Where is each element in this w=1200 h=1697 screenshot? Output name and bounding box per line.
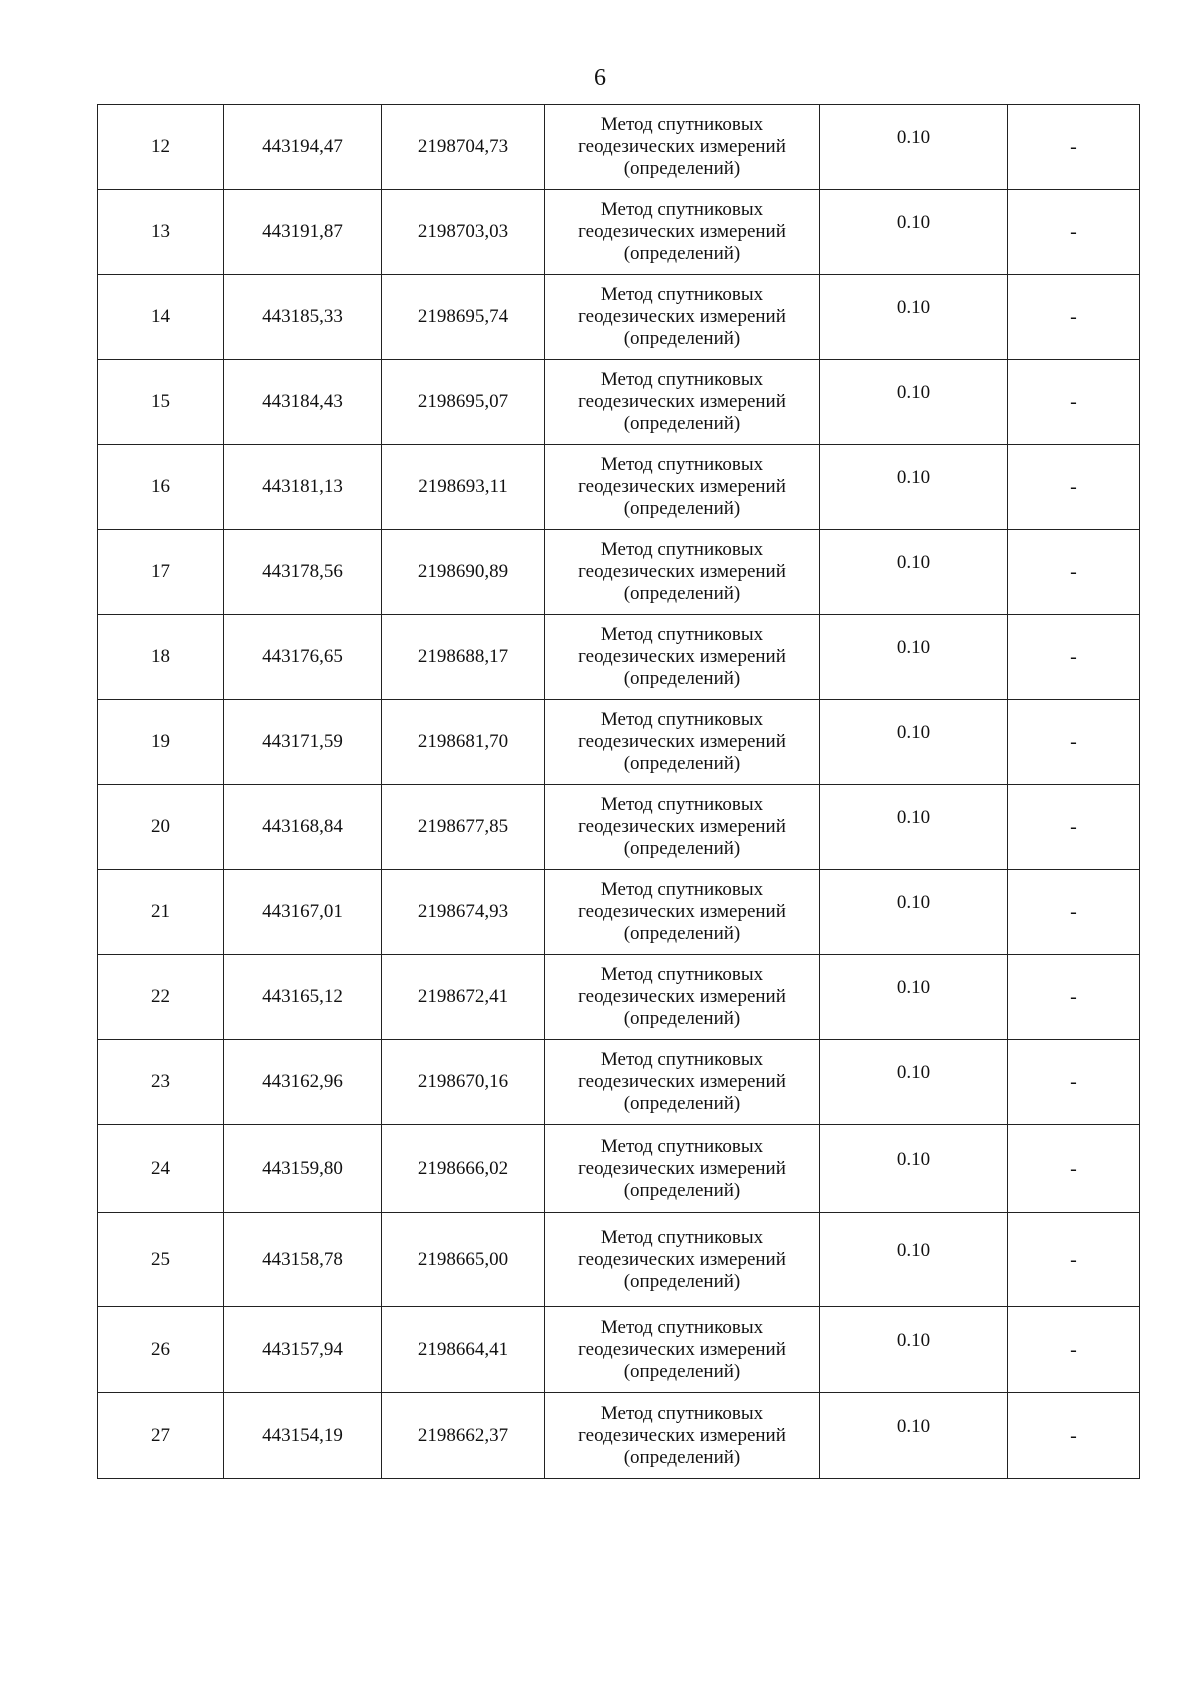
accuracy-cell: 0.10 bbox=[820, 105, 1008, 190]
table-row bbox=[98, 700, 1140, 785]
x-coordinate-cell: 443158,78 bbox=[224, 1213, 382, 1307]
note-cell: - bbox=[1008, 1393, 1140, 1479]
accuracy-cell: 0.10 bbox=[820, 1213, 1008, 1307]
method-cell bbox=[545, 530, 820, 615]
method-line: Метод спутниковых bbox=[600, 709, 764, 730]
method-line: (определений) bbox=[623, 1008, 741, 1029]
table-row bbox=[98, 190, 1140, 275]
method-cell bbox=[545, 1307, 820, 1393]
method-line: геодезических измерений bbox=[578, 306, 786, 327]
page-number: 6 bbox=[594, 65, 606, 91]
method-cell bbox=[545, 1125, 820, 1213]
method-line: (определений) bbox=[623, 753, 741, 774]
y-coordinate-cell: 2198690,89 bbox=[382, 530, 545, 615]
method-cell bbox=[545, 615, 820, 700]
point-number-cell: 26 bbox=[98, 1307, 224, 1393]
note-cell: - bbox=[1008, 105, 1140, 190]
method-line: Метод спутниковых bbox=[600, 1049, 764, 1070]
point-number-cell: 24 bbox=[98, 1125, 224, 1213]
method-line: геодезических измерений bbox=[578, 1424, 786, 1446]
method-line: (определений) bbox=[623, 838, 741, 859]
table-row bbox=[98, 105, 1140, 190]
method-line: Метод спутниковых bbox=[600, 1402, 764, 1424]
accuracy-cell: 0.10 bbox=[820, 870, 1008, 955]
x-coordinate-cell: 443157,94 bbox=[224, 1307, 382, 1393]
note-cell: - bbox=[1008, 445, 1140, 530]
method-cell bbox=[545, 275, 820, 360]
note-cell: - bbox=[1008, 1307, 1140, 1393]
point-number-cell: 25 bbox=[98, 1213, 224, 1307]
method-line: геодезических измерений bbox=[578, 1157, 786, 1179]
method-line: геодезических измерений bbox=[578, 646, 786, 667]
method-line: геодезических измерений bbox=[578, 901, 786, 922]
note-cell: - bbox=[1008, 275, 1140, 360]
note-cell: - bbox=[1008, 870, 1140, 955]
x-coordinate-cell: 443191,87 bbox=[224, 190, 382, 275]
x-coordinate-cell: 443185,33 bbox=[224, 275, 382, 360]
method-line: геодезических измерений bbox=[578, 986, 786, 1007]
table-row bbox=[98, 785, 1140, 870]
point-number-cell: 17 bbox=[98, 530, 224, 615]
point-number-cell: 13 bbox=[98, 190, 224, 275]
method-line: Метод спутниковых bbox=[600, 114, 764, 135]
accuracy-cell: 0.10 bbox=[820, 700, 1008, 785]
y-coordinate-cell: 2198693,11 bbox=[382, 445, 545, 530]
note-cell: - bbox=[1008, 955, 1140, 1040]
x-coordinate-cell: 443171,59 bbox=[224, 700, 382, 785]
table-row bbox=[98, 1307, 1140, 1393]
x-coordinate-cell: 443159,80 bbox=[224, 1125, 382, 1213]
note-cell: - bbox=[1008, 615, 1140, 700]
method-line: Метод спутниковых bbox=[600, 284, 764, 305]
accuracy-cell: 0.10 bbox=[820, 190, 1008, 275]
method-line: Метод спутниковых bbox=[600, 879, 764, 900]
method-line: Метод спутниковых bbox=[600, 964, 764, 985]
x-coordinate-cell: 443168,84 bbox=[224, 785, 382, 870]
point-number-cell: 19 bbox=[98, 700, 224, 785]
method-cell bbox=[545, 870, 820, 955]
accuracy-cell: 0.10 bbox=[820, 445, 1008, 530]
method-line: (определений) bbox=[623, 243, 741, 264]
point-number-cell: 21 bbox=[98, 870, 224, 955]
method-line: Метод спутниковых bbox=[600, 1135, 764, 1157]
method-cell bbox=[545, 1040, 820, 1125]
y-coordinate-cell: 2198681,70 bbox=[382, 700, 545, 785]
method-line: Метод спутниковых bbox=[600, 1226, 764, 1248]
x-coordinate-cell: 443162,96 bbox=[224, 1040, 382, 1125]
y-coordinate-cell: 2198703,03 bbox=[382, 190, 545, 275]
table-row bbox=[98, 1393, 1140, 1479]
x-coordinate-cell: 443165,12 bbox=[224, 955, 382, 1040]
method-line: (определений) bbox=[623, 1179, 741, 1201]
point-number-cell: 18 bbox=[98, 615, 224, 700]
y-coordinate-cell: 2198672,41 bbox=[382, 955, 545, 1040]
method-line: (определений) bbox=[623, 498, 741, 519]
accuracy-cell: 0.10 bbox=[820, 275, 1008, 360]
y-coordinate-cell: 2198704,73 bbox=[382, 105, 545, 190]
method-line: Метод спутниковых bbox=[600, 199, 764, 220]
note-cell: - bbox=[1008, 785, 1140, 870]
point-number-cell: 12 bbox=[98, 105, 224, 190]
note-cell: - bbox=[1008, 1125, 1140, 1213]
method-line: Метод спутниковых bbox=[600, 1316, 764, 1338]
table-row bbox=[98, 870, 1140, 955]
table-body bbox=[98, 105, 1140, 1479]
point-number-cell: 15 bbox=[98, 360, 224, 445]
method-cell bbox=[545, 190, 820, 275]
method-line: геодезических измерений bbox=[578, 391, 786, 412]
method-line: (определений) bbox=[623, 413, 741, 434]
method-cell bbox=[545, 700, 820, 785]
table-row bbox=[98, 1040, 1140, 1125]
point-number-cell: 20 bbox=[98, 785, 224, 870]
method-line: геодезических измерений bbox=[578, 1071, 786, 1092]
note-cell: - bbox=[1008, 1040, 1140, 1125]
y-coordinate-cell: 2198662,37 bbox=[382, 1393, 545, 1479]
method-line: (определений) bbox=[623, 1360, 741, 1382]
method-line: (определений) bbox=[623, 1270, 741, 1292]
method-line: (определений) bbox=[623, 923, 741, 944]
x-coordinate-cell: 443154,19 bbox=[224, 1393, 382, 1479]
method-line: Метод спутниковых bbox=[600, 369, 764, 390]
x-coordinate-cell: 443167,01 bbox=[224, 870, 382, 955]
accuracy-cell: 0.10 bbox=[820, 1307, 1008, 1393]
table-row bbox=[98, 1125, 1140, 1213]
note-cell: - bbox=[1008, 1213, 1140, 1307]
y-coordinate-cell: 2198664,41 bbox=[382, 1307, 545, 1393]
x-coordinate-cell: 443176,65 bbox=[224, 615, 382, 700]
note-cell: - bbox=[1008, 360, 1140, 445]
y-coordinate-cell: 2198695,74 bbox=[382, 275, 545, 360]
method-line: геодезических измерений bbox=[578, 1338, 786, 1360]
accuracy-cell: 0.10 bbox=[820, 955, 1008, 1040]
method-line: геодезических измерений bbox=[578, 1248, 786, 1270]
x-coordinate-cell: 443181,13 bbox=[224, 445, 382, 530]
point-number-cell: 22 bbox=[98, 955, 224, 1040]
method-line: геодезических измерений bbox=[578, 816, 786, 837]
method-line: (определений) bbox=[623, 583, 741, 604]
point-number-cell: 27 bbox=[98, 1393, 224, 1479]
table-row bbox=[98, 955, 1140, 1040]
method-line: геодезических измерений bbox=[578, 731, 786, 752]
method-cell bbox=[545, 785, 820, 870]
method-cell bbox=[545, 1213, 820, 1307]
table-row bbox=[98, 445, 1140, 530]
method-line: (определений) bbox=[623, 328, 741, 349]
method-cell bbox=[545, 955, 820, 1040]
method-cell bbox=[545, 1393, 820, 1479]
y-coordinate-cell: 2198677,85 bbox=[382, 785, 545, 870]
table-row bbox=[98, 615, 1140, 700]
y-coordinate-cell: 2198674,93 bbox=[382, 870, 545, 955]
accuracy-cell: 0.10 bbox=[820, 785, 1008, 870]
method-line: (определений) bbox=[623, 1446, 741, 1468]
table-row bbox=[98, 275, 1140, 360]
y-coordinate-cell: 2198665,00 bbox=[382, 1213, 545, 1307]
method-line: геодезических измерений bbox=[578, 476, 786, 497]
method-cell bbox=[545, 105, 820, 190]
table-row bbox=[98, 1213, 1140, 1307]
y-coordinate-cell: 2198670,16 bbox=[382, 1040, 545, 1125]
y-coordinate-cell: 2198695,07 bbox=[382, 360, 545, 445]
accuracy-cell: 0.10 bbox=[820, 360, 1008, 445]
method-line: геодезических измерений bbox=[578, 561, 786, 582]
method-line: (определений) bbox=[623, 158, 741, 179]
point-number-cell: 16 bbox=[98, 445, 224, 530]
method-line: Метод спутниковых bbox=[600, 624, 764, 645]
method-line: (определений) bbox=[623, 668, 741, 689]
table-row bbox=[98, 360, 1140, 445]
method-line: геодезических измерений bbox=[578, 221, 786, 242]
note-cell: - bbox=[1008, 190, 1140, 275]
note-cell: - bbox=[1008, 700, 1140, 785]
method-line: Метод спутниковых bbox=[600, 539, 764, 560]
accuracy-cell: 0.10 bbox=[820, 530, 1008, 615]
x-coordinate-cell: 443178,56 bbox=[224, 530, 382, 615]
method-cell bbox=[545, 445, 820, 530]
x-coordinate-cell: 443184,43 bbox=[224, 360, 382, 445]
y-coordinate-cell: 2198666,02 bbox=[382, 1125, 545, 1213]
method-line: (определений) bbox=[623, 1093, 741, 1114]
table-row bbox=[98, 530, 1140, 615]
accuracy-cell: 0.10 bbox=[820, 615, 1008, 700]
point-number-cell: 14 bbox=[98, 275, 224, 360]
method-line: Метод спутниковых bbox=[600, 454, 764, 475]
coordinates-table bbox=[97, 104, 1140, 1479]
method-cell bbox=[545, 360, 820, 445]
note-cell: - bbox=[1008, 530, 1140, 615]
method-line: геодезических измерений bbox=[578, 136, 786, 157]
x-coordinate-cell: 443194,47 bbox=[224, 105, 382, 190]
y-coordinate-cell: 2198688,17 bbox=[382, 615, 545, 700]
accuracy-cell: 0.10 bbox=[820, 1393, 1008, 1479]
method-line: Метод спутниковых bbox=[600, 794, 764, 815]
point-number-cell: 23 bbox=[98, 1040, 224, 1125]
accuracy-cell: 0.10 bbox=[820, 1040, 1008, 1125]
accuracy-cell: 0.10 bbox=[820, 1125, 1008, 1213]
